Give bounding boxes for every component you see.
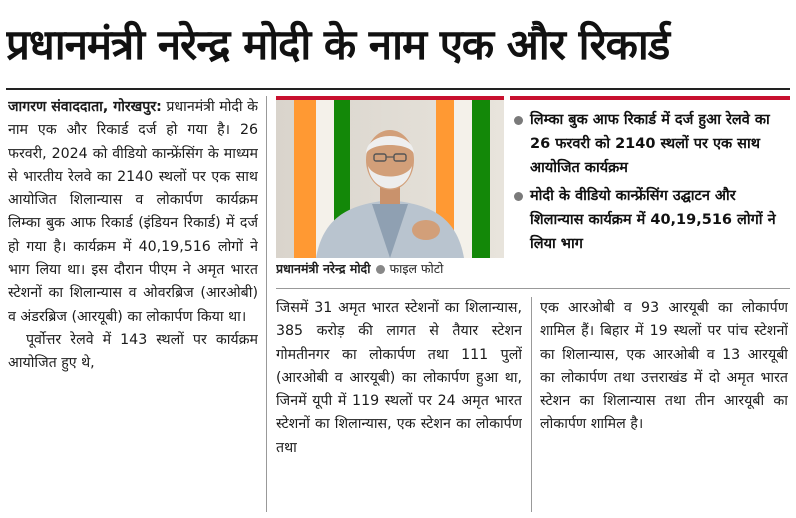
portrait-illustration [276,100,504,258]
highlight-text: मोदी के वीडियो कान्फ्रेंसिंग उद्घाटन और शिलान्यास कार्यक्रम में 40,19,516 लोगों ने लिया भाग [530,188,776,252]
bullet-icon [514,192,523,201]
highlights-box [510,96,790,286]
article-column-1 [8,96,258,512]
photo-caption [276,258,504,280]
article-paragraph-1 [8,96,258,329]
column-2-text: जिसमें 31 अमृत भारत स्टेशनों का शिलान्यास, 385 करोड़ की लागत से तैयार स्टेशन गोमतीनगर का लोकार्पण तथा 111 पुलों (आरओबी व आरयूबी) का लोकार्पण हुआ था, जिनमें यूपी में 119 स्थलों पर 24 अमृत भारत स्टेशनों का शिलान्यास, एक स्टेशन का लोकार्पण तथा [276,300,522,456]
bullet-icon [514,116,523,125]
paragraph-1-text: प्रधानमंत्री मोदी के नाम एक और रिकार्ड दर्ज हो गया है। 26 फरवरी, 2024 को वीडियो कान्फ्रेंसिंग के माध्यम से भारतीय रेलवे का 2140 स्थलों पर एक साथ आयोजित शिलान्यास व लोकार्पण कार्यक्रम लिम्का बुक आफ रिकार्ड (इंडियन रिकार्ड) में दर्ज हो गया है। कार्यक्रम में 40,19,516 लोगों ने भाग लिया था। इस दौरान पीएम ने अमृत भारत स्टेशनों का शिलान्यास व ओवरब्रिज (आरओबी) व अंडरब्रिज (आरयूबी) का लोकार्पण किया था। [8,99,258,325]
highlight-text: लिम्का बुक आफ रिकार्ड में दर्ज हुआ रेलवे का 26 फरवरी को 2140 स्थलों पर एक साथ आयोजित कार्यक्रम [530,112,770,176]
article-column-3 [540,297,788,512]
photo-credit: फाइल फोटो [389,261,444,276]
column-divider [531,297,532,512]
article-column-2 [276,297,522,512]
headline: प्रधानमंत्री नरेन्द्र मोदी के नाम एक और रिकार्ड [6,20,670,69]
column-3-text: एक आरओबी व 93 आरयूबी का लोकार्पण शामिल हैं। बिहार में 19 स्थलों पर पांच स्टेशनों का शिलान्यास, एक आरओबी व 13 आरयूबी का लोकार्पण तथा उत्तराखंड में दो अमृत भारत स्टेशन का शिलान्यास तथा तीन आरयूबी का लोकार्पण शामिल है। [540,300,788,433]
section-rule [276,288,790,289]
byline: जागरण संवाददाता, गोरखपुर: [8,99,162,115]
headline-rule [6,88,790,90]
highlight-item [510,108,790,180]
caption-bullet-icon [376,265,385,274]
news-photo [276,96,504,258]
photo-caption-name: प्रधानमंत्री नरेन्द्र मोदी [276,261,371,276]
article-paragraph-2: पूर्वोत्तर रेलवे में 143 स्थलों पर कार्यक्रम आयोजित हुए थे, [8,331,258,372]
highlight-item [510,184,790,256]
column-divider [266,96,267,512]
